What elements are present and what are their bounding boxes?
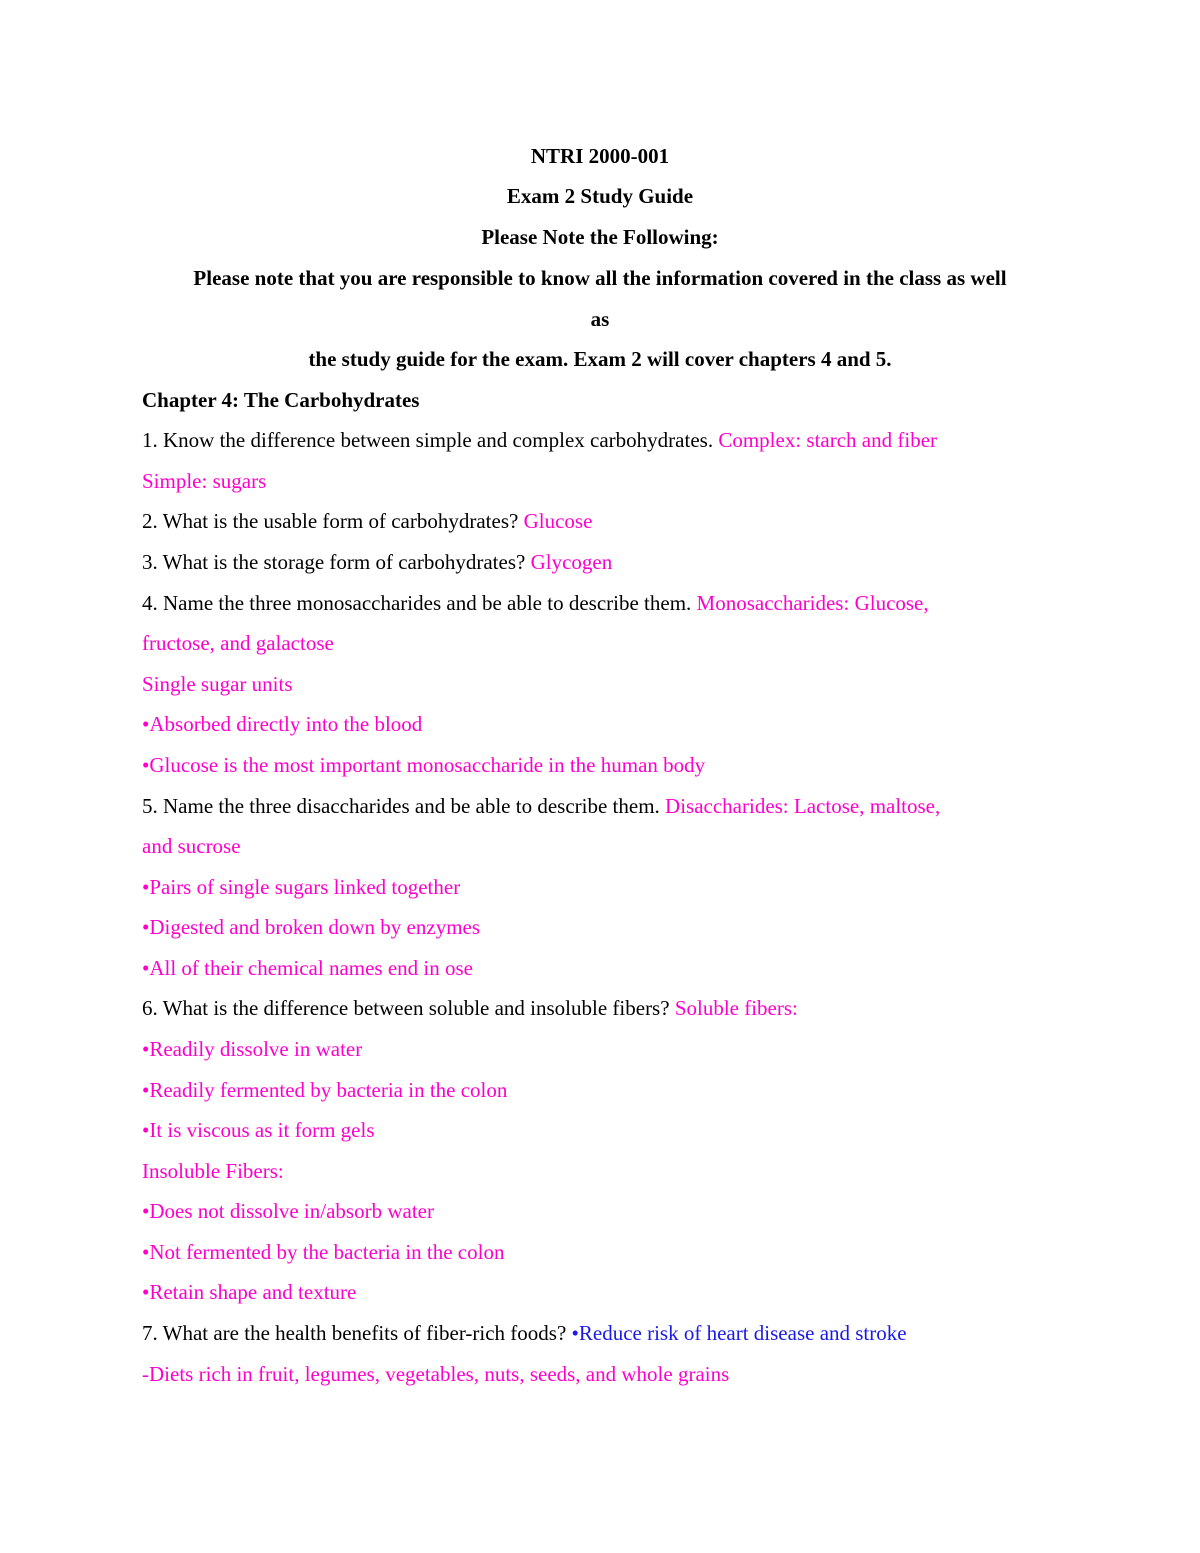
chapter-heading: Chapter 4: The Carbohydrates bbox=[142, 388, 420, 412]
question-1 bbox=[142, 427, 1058, 453]
answer-6-bullet-1: •Readily dissolve in water bbox=[142, 1037, 363, 1061]
answer-6-bullet-5: •Not fermented by the bacteria in the colon bbox=[142, 1240, 505, 1264]
notice-text-line-1: Please note that you are responsible to know all the information covered in the class as well bbox=[193, 266, 1007, 290]
answer-7-bullet-1: •Reduce risk of heart disease and stroke bbox=[571, 1321, 907, 1345]
answer-5-bullet-1: •Pairs of single sugars linked together bbox=[142, 875, 461, 899]
answer-5-bullet-3: •All of their chemical names end in ose bbox=[142, 956, 473, 980]
answer-6-soluble-heading: Soluble fibers: bbox=[674, 996, 798, 1020]
question-7 bbox=[142, 1320, 1058, 1346]
answer-6-bullet-4: •Does not dissolve in/absorb water bbox=[142, 1199, 434, 1223]
answer-2: Glucose bbox=[523, 509, 593, 533]
question-6 bbox=[142, 995, 1058, 1021]
question-7-text: 7. What are the health benefits of fiber-rich foods? bbox=[142, 1321, 572, 1345]
answer-4-bullet-1: •Absorbed directly into the blood bbox=[142, 712, 423, 736]
question-4-text: 4. Name the three monosaccharides and be able to describe them. bbox=[142, 591, 697, 615]
question-3 bbox=[142, 549, 1058, 575]
answer-5-line-1: Disaccharides: Lactose, maltose, bbox=[665, 794, 941, 818]
answer-1-simple: Simple: sugars bbox=[142, 469, 267, 493]
answer-4-line-1: Monosaccharides: Glucose, bbox=[696, 591, 929, 615]
question-2 bbox=[142, 508, 1058, 534]
answer-6-insoluble-heading: Insoluble Fibers: bbox=[142, 1159, 284, 1183]
answer-4-line-3: Single sugar units bbox=[142, 672, 293, 696]
question-6-text: 6. What is the difference between soluble and insoluble fibers? bbox=[142, 996, 675, 1020]
notice-text-line-2: as bbox=[590, 307, 610, 331]
course-code: NTRI 2000-001 bbox=[530, 144, 670, 168]
answer-5-bullet-2: •Digested and broken down by enzymes bbox=[142, 915, 481, 939]
question-5-text: 5. Name the three disaccharides and be able to describe them. bbox=[142, 794, 666, 818]
answer-7-line-2: -Diets rich in fruit, legumes, vegetables, nuts, seeds, and whole grains bbox=[142, 1362, 730, 1386]
answer-4-line-2: fructose, and galactose bbox=[142, 631, 334, 655]
answer-3: Glycogen bbox=[530, 550, 613, 574]
answer-6-bullet-2: •Readily fermented by bacteria in the colon bbox=[142, 1078, 508, 1102]
answer-1-complex: Complex: starch and fiber bbox=[718, 428, 938, 452]
answer-4-bullet-2: •Glucose is the most important monosaccharide in the human body bbox=[142, 753, 706, 777]
answer-6-bullet-6: •Retain shape and texture bbox=[142, 1280, 357, 1304]
question-1-text: 1. Know the difference between simple and complex carbohydrates. bbox=[142, 428, 719, 452]
question-5 bbox=[142, 793, 1058, 819]
answer-6-bullet-3: •It is viscous as it form gels bbox=[142, 1118, 375, 1142]
notice-heading: Please Note the Following: bbox=[481, 225, 719, 249]
answer-5-line-2: and sucrose bbox=[142, 834, 241, 858]
question-3-text: 3. What is the storage form of carbohydrates? bbox=[142, 550, 531, 574]
notice-text-line-3: the study guide for the exam. Exam 2 will cover chapters 4 and 5. bbox=[308, 347, 892, 371]
question-2-text: 2. What is the usable form of carbohydrates? bbox=[142, 509, 524, 533]
question-4 bbox=[142, 590, 1058, 616]
document-title: Exam 2 Study Guide bbox=[506, 184, 694, 208]
